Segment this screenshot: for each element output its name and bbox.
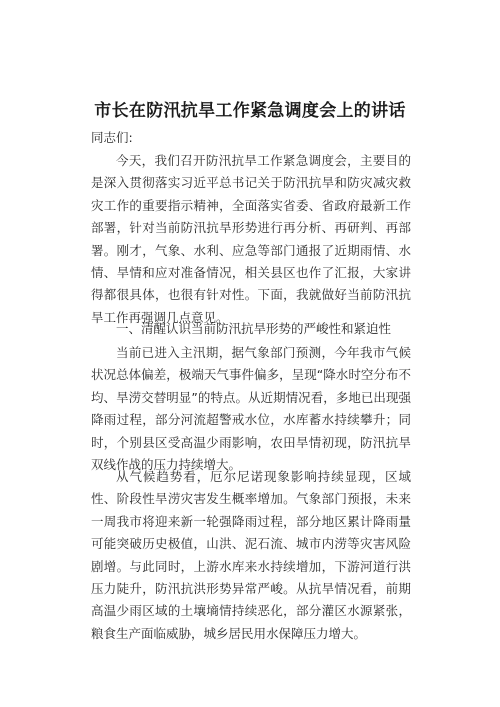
paragraph-intro: 今天，我们召开防汛抗旱工作紧急调度会，主要目的是深入贯彻落实习近平总书记关于防汛抗旱和防灾减灾救灾工作的重要指示精神，全面落实省委、省政府最新工作部署，针对当前防汛抗旱形势进行再分析、再研判、再部署。刚才，气象、水利、应急等部门通报了近期雨情、水情、旱情和应对准备情况，相关县区也作了汇报，大家讲得都很具体，也很有针对性。下面，我就做好当前防汛抗旱工作再强调几点意见。	[91, 153, 411, 325]
paragraph-trend: 从气候趋势看，厄尔尼诺现象影响持续显现，区域性、阶段性旱涝灾害发生概率增加。气象部门预报，未来一周我市将迎来新一轮强降雨过程，部分地区累计降雨量可能突破历史极值，山洪、泥石流、城市内涝等灾害风险剧增。与此同时，上游水库来水持续增加，下游河道行洪压力陡升，防汛抗洪形势异常严峻。从抗旱情况看，前期高温少雨区域的土壤墒情持续恶化，部分灌区水源紧张，粮食生产面临威胁，城乡居民用水保障压力增大。	[91, 469, 411, 641]
section-heading: 一、清醒认识当前防汛抗旱形势的严峻性和紧迫性	[116, 321, 392, 336]
document-title: 市长在防汛抗旱工作紧急调度会上的讲话	[94, 101, 406, 121]
paragraph-situation: 当前已进入主汛期，据气象部门预测，今年我市气候状况总体偏差，极端天气事件偏多，呈现“降水时空分布不均、旱涝交替明显”的特点。从近期情况看，多地已出现强降雨过程，部分河流超警戒水位，水库蓄水持续攀升；同时，个别县区受高温少雨影响，农田旱情初现，防汛抗旱双线作战的压力持续增大。	[91, 345, 411, 473]
greeting: 同志们:	[91, 130, 133, 145]
